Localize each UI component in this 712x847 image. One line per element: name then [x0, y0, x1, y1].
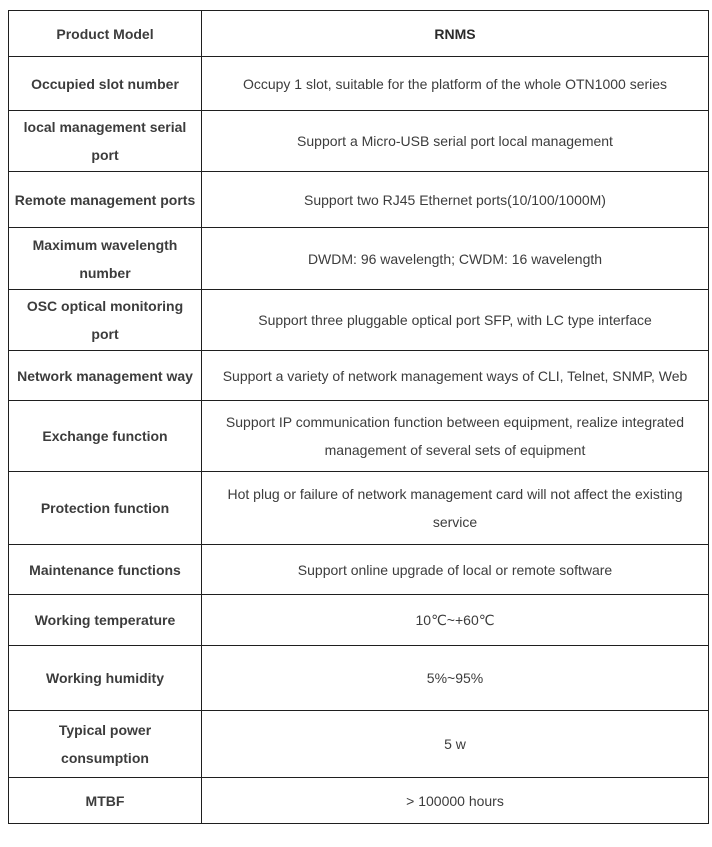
spec-value: Support IP communication function between equipment, realize integrated management of several sets of equipment [202, 401, 709, 472]
spec-value: Support online upgrade of local or remote software [202, 545, 709, 595]
spec-label: Typical power consumption [9, 711, 202, 778]
table-row [9, 111, 709, 172]
spec-label: OSC optical monitoring port [9, 290, 202, 351]
spec-value: Support a variety of network management ways of CLI, Telnet, SNMP, Web [202, 351, 709, 401]
spec-table [8, 10, 709, 824]
spec-value: 5 w [202, 711, 709, 778]
spec-label: Maximum wavelength number [9, 228, 202, 290]
table-row [9, 711, 709, 778]
spec-label: Network management way [9, 351, 202, 401]
spec-label: Maintenance functions [9, 545, 202, 595]
spec-label: Remote management ports [9, 172, 202, 228]
spec-value: Support two RJ45 Ethernet ports(10/100/1000M) [202, 172, 709, 228]
spec-value: 5%~95% [202, 646, 709, 711]
table-row [9, 290, 709, 351]
table-row [9, 351, 709, 401]
table-row [9, 595, 709, 646]
table-row [9, 401, 709, 472]
spec-value: DWDM: 96 wavelength; CWDM: 16 wavelength [202, 228, 709, 290]
spec-value: Support a Micro-USB serial port local management [202, 111, 709, 172]
spec-label: local management serial port [9, 111, 202, 172]
spec-label: Working temperature [9, 595, 202, 646]
table-row [9, 778, 709, 824]
table-row [9, 545, 709, 595]
spec-header-value: RNMS [202, 11, 709, 57]
spec-table-body [9, 11, 709, 824]
table-row [9, 172, 709, 228]
spec-value: 10℃~+60℃ [202, 595, 709, 646]
spec-label: MTBF [9, 778, 202, 824]
spec-label: Product Model [9, 11, 202, 57]
table-row [9, 11, 709, 57]
spec-label: Occupied slot number [9, 57, 202, 111]
table-row [9, 57, 709, 111]
spec-label: Exchange function [9, 401, 202, 472]
spec-value: Hot plug or failure of network management card will not affect the existing service [202, 472, 709, 545]
spec-value: > 100000 hours [202, 778, 709, 824]
spec-value: Support three pluggable optical port SFP, with LC type interface [202, 290, 709, 351]
table-row [9, 472, 709, 545]
table-row [9, 228, 709, 290]
spec-label: Protection function [9, 472, 202, 545]
spec-label: Working humidity [9, 646, 202, 711]
table-row [9, 646, 709, 711]
spec-value: Occupy 1 slot, suitable for the platform of the whole OTN1000 series [202, 57, 709, 111]
